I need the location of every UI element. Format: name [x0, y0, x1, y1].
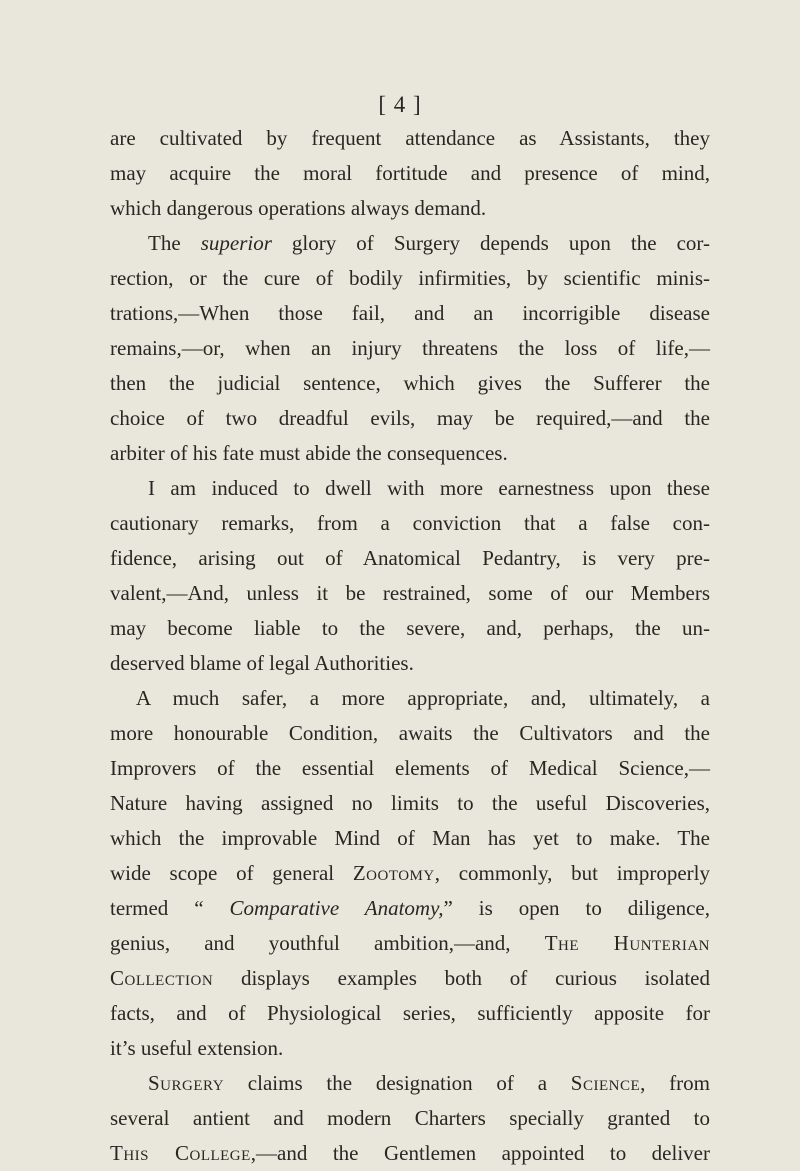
text-run: I am induced to dwell with more earnestness upon these	[148, 476, 710, 500]
paragraph	[110, 121, 710, 226]
text-run: termed “	[110, 896, 230, 920]
text-run: Nature having assigned no limits to the useful Discoveries,	[110, 791, 710, 815]
text-run: arbiter of his fate must abide the consequences.	[110, 441, 508, 465]
small-caps-text: Science	[570, 1071, 641, 1095]
text-run: Improvers of the essential elements of Medical Science,—	[110, 756, 710, 780]
small-caps-text: Surgery	[148, 1071, 225, 1095]
paragraph	[110, 681, 710, 1066]
paragraph	[110, 1066, 710, 1171]
text-line	[110, 331, 710, 366]
text-line	[110, 716, 710, 751]
text-line	[110, 856, 710, 891]
text-run: several antient and modern Charters specially granted to	[110, 1106, 710, 1130]
text-run: rection, or the cure of bodily infirmities, by scientific minis-	[110, 266, 710, 290]
text-line	[110, 891, 710, 926]
italic-text: superior	[200, 231, 272, 255]
small-caps-text: Collection	[110, 966, 214, 990]
text-run: which dangerous operations always demand.	[110, 196, 487, 220]
text-line	[110, 961, 710, 996]
text-line	[110, 576, 710, 611]
text-line	[110, 926, 710, 961]
text-run: The	[148, 231, 201, 255]
body-text	[110, 121, 710, 1171]
text-run: may acquire the moral fortitude and presence of mind,	[110, 161, 710, 185]
text-run: , from	[640, 1071, 710, 1095]
text-run: claims the designation of a	[224, 1071, 571, 1095]
text-line	[110, 541, 710, 576]
text-line	[110, 506, 710, 541]
text-line	[110, 471, 710, 506]
text-line	[110, 646, 710, 681]
text-run: glory of Surgery depends upon the cor-	[271, 231, 710, 255]
text-line	[110, 121, 710, 156]
text-run: more honourable Condition, awaits the Cultivators and the	[110, 721, 710, 745]
text-run: may become liable to the severe, and, perhaps, the un-	[110, 616, 710, 640]
text-run: deserved blame of legal Authorities.	[110, 651, 414, 675]
text-line	[110, 436, 710, 471]
text-line	[110, 261, 710, 296]
text-run: facts, and of Physiological series, sufficiently apposite for	[110, 1001, 710, 1025]
paragraph	[110, 226, 710, 471]
text-line	[110, 1031, 710, 1066]
text-line	[110, 296, 710, 331]
text-line	[110, 156, 710, 191]
text-run: ” is open to diligence,	[443, 896, 711, 920]
text-line	[110, 1136, 710, 1171]
text-run: which the improvable Mind of Man has yet to make. The	[110, 826, 710, 850]
text-run: cautionary remarks, from a conviction that a false con-	[110, 511, 710, 535]
text-run: are cultivated by frequent attendance as Assistants, they	[110, 126, 710, 150]
text-line	[110, 996, 710, 1031]
text-run: ,—and the Gentlemen appointed to deliver	[250, 1141, 710, 1165]
text-line	[110, 191, 710, 226]
text-line	[110, 226, 710, 261]
text-run: fidence, arising out of Anatomical Pedantry, is very pre-	[110, 546, 710, 570]
small-caps-text: Zootomy	[352, 861, 435, 885]
text-line	[110, 786, 710, 821]
text-line	[110, 611, 710, 646]
text-run: remains,—or, when an injury threatens the loss of life,—	[110, 336, 710, 360]
text-line	[110, 366, 710, 401]
text-line	[110, 681, 710, 716]
text-line	[110, 1101, 710, 1136]
text-run: A much safer, a more appropriate, and, ultimately, a	[136, 686, 710, 710]
text-run: it’s useful extension.	[110, 1036, 284, 1060]
text-line	[110, 821, 710, 856]
text-run: wide scope of general	[110, 861, 353, 885]
text-line	[110, 1066, 710, 1101]
text-run: genius, and youthful ambition,—and,	[110, 931, 545, 955]
page-number: [ 4 ]	[378, 92, 422, 117]
text-run: valent,—And, unless it be restrained, some of our Members	[110, 581, 710, 605]
paragraph	[110, 471, 710, 681]
text-line	[110, 401, 710, 436]
text-line	[110, 751, 710, 786]
text-run: choice of two dreadful evils, may be required,—and the	[110, 406, 710, 430]
text-run: , commonly, but improperly	[434, 861, 711, 885]
small-caps-text: This College	[110, 1141, 251, 1165]
text-run: trations,—When those fail, and an incorrigible disease	[110, 301, 710, 325]
text-run: displays examples both of curious isolated	[213, 966, 710, 990]
text-run: then the judicial sentence, which gives the Sufferer the	[110, 371, 710, 395]
small-caps-text: The Hunterian	[544, 931, 710, 955]
italic-text: Comparative Anatomy,	[229, 896, 444, 920]
